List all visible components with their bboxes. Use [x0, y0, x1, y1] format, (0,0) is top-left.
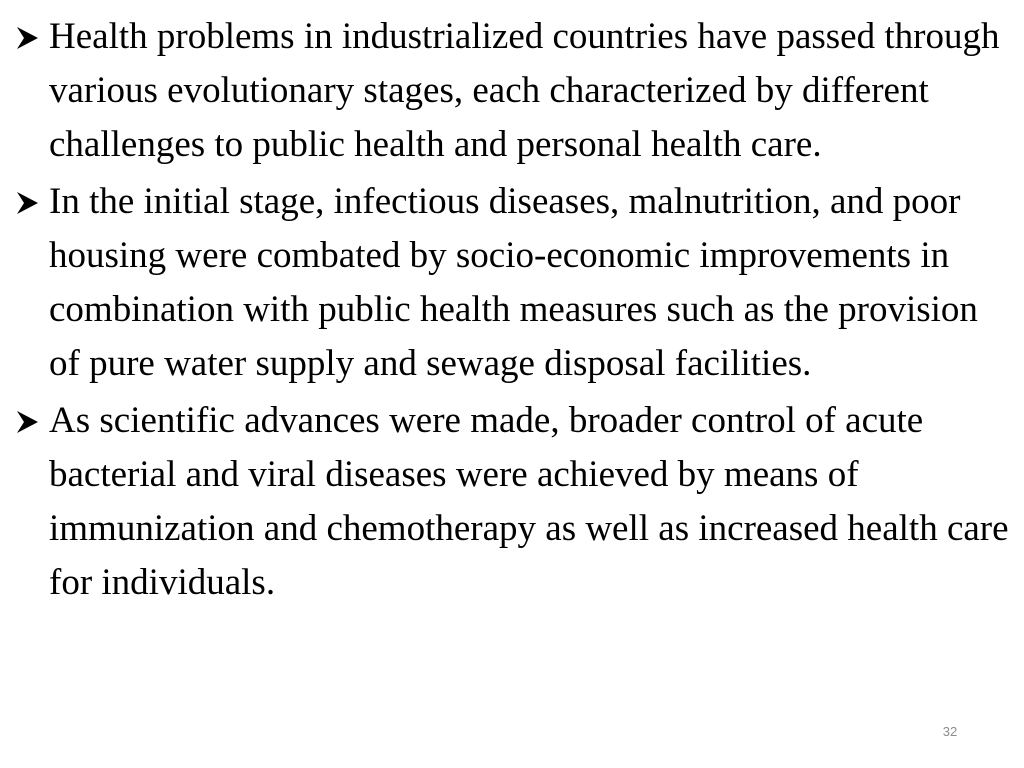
slide-number: 32: [942, 724, 958, 739]
arrowhead-bullet-icon: [14, 394, 44, 448]
bullet-text: As scientific advances were made, broader control of acute bacterial and viral diseases were achieved by means of immunization and chemotherapy as well as increased health care for individuals.: [49, 400, 1009, 603]
bullet-item: [14, 394, 1014, 610]
bullet-item: [14, 175, 1014, 391]
bullet-item: [14, 10, 1014, 172]
bullet-list: [14, 10, 1014, 613]
bullet-text: Health problems in industrialized countries have passed through various evolutionary stages, each characterized by different challenges to public health and personal health care.: [49, 16, 1000, 165]
arrowhead-bullet-icon: [14, 175, 44, 229]
arrowhead-bullet-icon: [14, 10, 44, 64]
bullet-text: In the initial stage, infectious diseases, malnutrition, and poor housing were combated by socio-economic improvements in combination with public health measures such as the provision of pure water supply and sewage disposal facilities.: [49, 181, 978, 384]
